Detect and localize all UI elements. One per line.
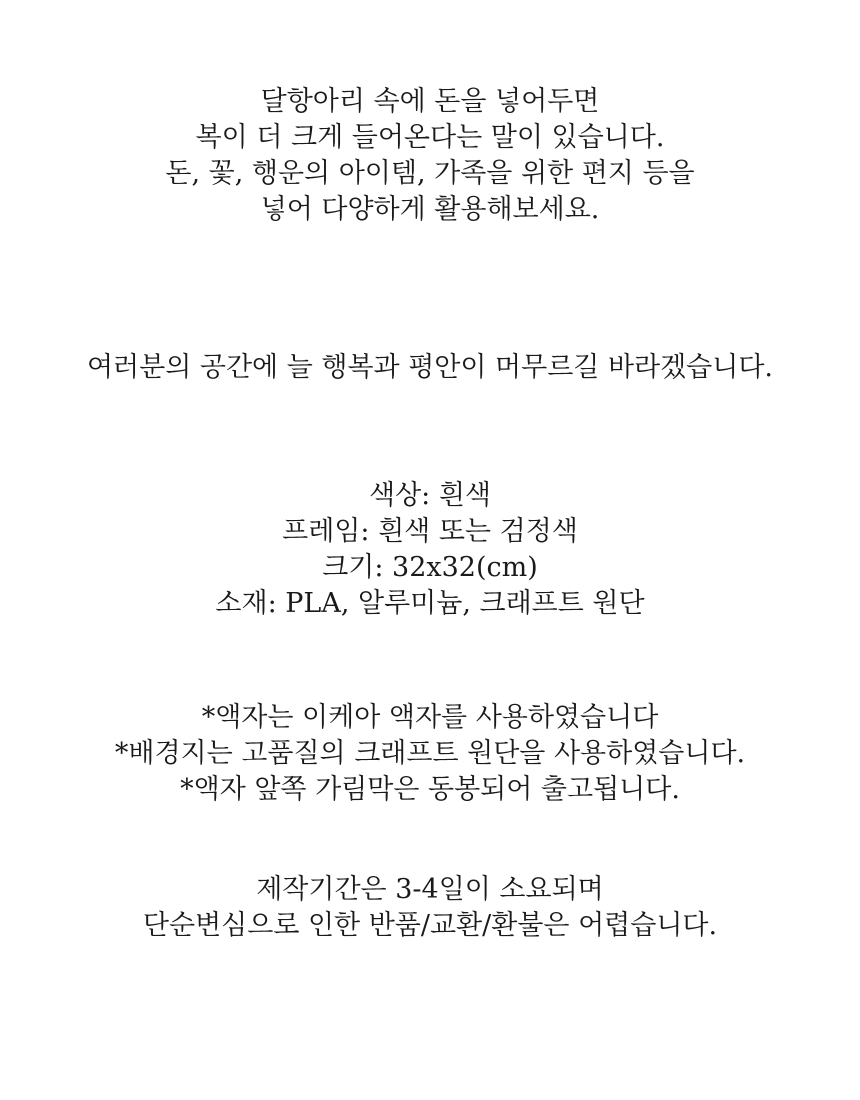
wish-line: 여러분의 공간에 늘 행복과 평안이 머무르길 바라겠습니다. <box>86 352 774 383</box>
intro-line-3: 돈, 꽃, 행운의 아이템, 가족을 위한 편지 등을 <box>165 158 695 189</box>
notes-section <box>0 700 860 808</box>
wish-section <box>0 350 860 386</box>
intro-line-4: 넣어 다양하게 활용해보세요. <box>260 194 600 225</box>
intro-section <box>0 84 860 228</box>
note-line-3: *액자 앞쪽 가림막은 동봉되어 출고됩니다. <box>180 774 680 805</box>
shipping-section <box>0 872 860 944</box>
note-line-1: *액자는 이케아 액자를 사용하였습니다 <box>201 702 659 733</box>
intro-line-2: 복이 더 크게 들어온다는 말이 있습니다. <box>195 122 665 153</box>
spec-material: 소재: PLA, 알루미늄, 크래프트 원단 <box>215 588 645 619</box>
shipping-line-2: 단순변심으로 인한 반품/교환/환불은 어렵습니다. <box>142 910 718 941</box>
intro-line-1: 달항아리 속에 돈을 넣어두면 <box>260 86 600 117</box>
specs-section <box>0 478 860 622</box>
note-line-2: *배경지는 고품질의 크래프트 원단을 사용하였습니다. <box>114 738 746 769</box>
shipping-line-1: 제작기간은 3-4일이 소요되며 <box>256 874 604 905</box>
spec-frame: 프레임: 흰색 또는 검정색 <box>282 516 578 547</box>
spec-size: 크기: 32x32(cm) <box>322 552 538 583</box>
spec-color: 색상: 흰색 <box>368 480 491 511</box>
